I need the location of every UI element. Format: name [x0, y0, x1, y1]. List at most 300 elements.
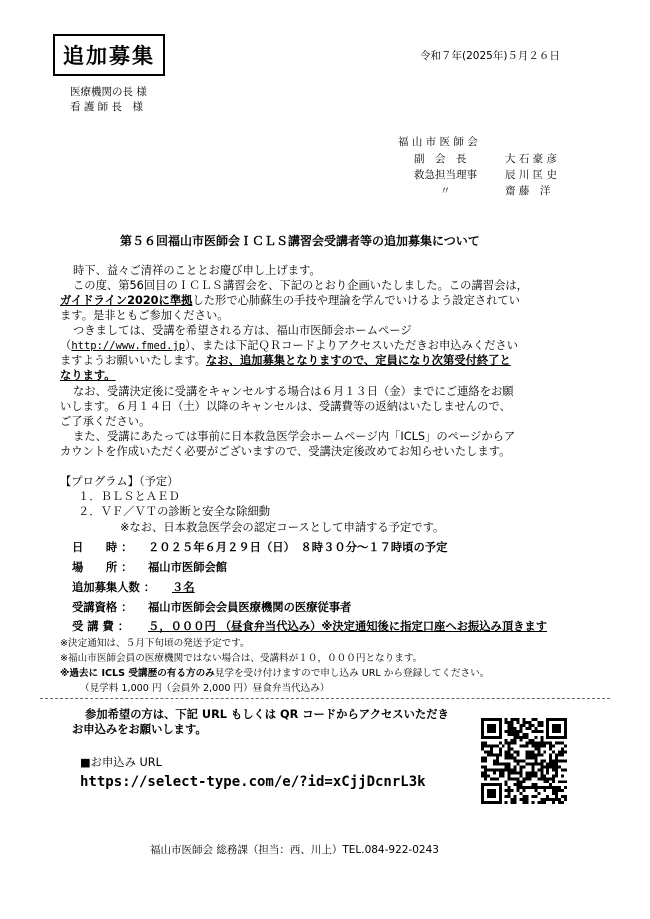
- qr-module: [531, 771, 534, 774]
- qr-module: [505, 718, 508, 721]
- qr-module: [543, 745, 546, 748]
- sender-3-name: 齋 藤 洋: [505, 185, 551, 197]
- qr-module: [514, 730, 517, 733]
- body-text: した形で心肺蘇生の手技や理論を学んでいけるよう設定されてい: [192, 294, 521, 307]
- qr-module: [537, 786, 540, 789]
- qr-module: [555, 754, 558, 757]
- qr-module: [484, 777, 487, 780]
- qr-module: [523, 760, 526, 763]
- qr-module: [511, 789, 514, 792]
- qr-module: [543, 789, 546, 792]
- qr-module: [508, 727, 511, 730]
- qr-module: [523, 780, 526, 783]
- qr-module: [534, 783, 537, 786]
- qr-module: [564, 798, 567, 801]
- qr-module: [517, 762, 520, 765]
- qr-module: [502, 771, 505, 774]
- qr-module: [481, 745, 484, 748]
- qr-module: [505, 754, 508, 757]
- qr-module: [561, 748, 564, 751]
- qr-module: [499, 754, 502, 757]
- qr-module: [523, 801, 526, 804]
- qr-module: [484, 742, 487, 745]
- sender-1-name: 大 石 豪 彦: [505, 153, 558, 165]
- qr-module: [514, 765, 517, 768]
- apply-instruction-1: 参加希望の方は、下記 URL もしくは QR コードからアクセスいただき: [85, 708, 449, 721]
- qr-module: [481, 774, 484, 777]
- qr-module: [531, 768, 534, 771]
- qr-module: [514, 733, 517, 736]
- qr-module: [540, 736, 543, 739]
- qr-module: [505, 730, 508, 733]
- qr-module: [511, 721, 514, 724]
- qr-module: [487, 768, 490, 771]
- qr-module: [555, 768, 558, 771]
- qr-module: [511, 754, 514, 757]
- qr-module: [561, 751, 564, 754]
- qr-module: [493, 771, 496, 774]
- qr-module: [552, 768, 555, 771]
- qr-module: [493, 768, 496, 771]
- qr-module: [534, 789, 537, 792]
- qr-module: [558, 786, 561, 789]
- qr-module: [528, 757, 531, 760]
- qr-module: [517, 780, 520, 783]
- qr-module: [552, 745, 555, 748]
- qr-module: [546, 742, 549, 745]
- qr-module: [543, 751, 546, 754]
- qr-module: [496, 745, 499, 748]
- qr-module: [484, 745, 487, 748]
- qr-module: [555, 742, 558, 745]
- note-3-emphasis: ※過去に ICLS 受講歴の有る方のみ: [60, 668, 215, 679]
- qr-module: [540, 754, 543, 757]
- qr-module: [487, 745, 490, 748]
- qr-module: [490, 748, 493, 751]
- qr-module: [540, 721, 543, 724]
- qr-module: [537, 792, 540, 795]
- qr-module: [508, 774, 511, 777]
- qr-module: [523, 795, 526, 798]
- qr-module: [540, 786, 543, 789]
- qr-module: [534, 745, 537, 748]
- qr-module: [493, 762, 496, 765]
- qr-module: [564, 751, 567, 754]
- qr-module: [514, 771, 517, 774]
- body-line: 時下、益々ご清祥のこととお慶び申し上げます。: [73, 264, 321, 277]
- qr-module: [511, 733, 514, 736]
- qr-module: [540, 801, 543, 804]
- qr-module: [546, 762, 549, 765]
- qr-module: [549, 754, 552, 757]
- qr-module: [540, 768, 543, 771]
- qr-module: [511, 777, 514, 780]
- qr-module: [543, 780, 546, 783]
- qr-module: [561, 795, 564, 798]
- qr-module: [531, 757, 534, 760]
- qr-module: [508, 733, 511, 736]
- qr-module: [531, 765, 534, 768]
- qr-module: [505, 801, 508, 804]
- qr-module: [546, 777, 549, 780]
- qr-module: [523, 777, 526, 780]
- qr-module: [564, 768, 567, 771]
- qr-module: [564, 760, 567, 763]
- qr-module: [555, 774, 558, 777]
- qr-module: [528, 721, 531, 724]
- qr-module: [552, 760, 555, 763]
- qr-module: [555, 792, 558, 795]
- qr-module: [537, 730, 540, 733]
- qr-module: [552, 801, 555, 804]
- qr-module: [517, 718, 520, 721]
- qr-module: [549, 783, 552, 786]
- qr-module: [528, 724, 531, 727]
- qr-module: [525, 745, 528, 748]
- qr-module: [487, 774, 490, 777]
- qr-module: [540, 742, 543, 745]
- qr-module: [508, 762, 511, 765]
- qr-module: [540, 730, 543, 733]
- qr-module: [502, 762, 505, 765]
- qr-module: [549, 786, 552, 789]
- qr-module: [531, 751, 534, 754]
- qr-module: [496, 777, 499, 780]
- qr-module: [549, 742, 552, 745]
- body-text: ）、または下記ＱＲコードよりアクセスいただきお申込みください: [185, 339, 519, 352]
- qr-module: [543, 760, 546, 763]
- qr-module: [549, 745, 552, 748]
- qr-module: [505, 721, 508, 724]
- qr-module: [523, 733, 526, 736]
- qr-module: [540, 765, 543, 768]
- qr-module: [558, 801, 561, 804]
- qr-module: [508, 748, 511, 751]
- qr-module: [531, 739, 534, 742]
- qr-module: [525, 795, 528, 798]
- fee-label: 受 講 費 ：: [72, 620, 129, 633]
- qr-module: [537, 724, 540, 727]
- qr-module: [523, 798, 526, 801]
- qr-module: [505, 739, 508, 742]
- qr-module: [508, 768, 511, 771]
- qr-module: [528, 762, 531, 765]
- qr-module: [555, 798, 558, 801]
- qr-module: [534, 757, 537, 760]
- qr-module: [511, 742, 514, 745]
- qr-module: [511, 730, 514, 733]
- qr-module: [484, 768, 487, 771]
- qr-module: [525, 798, 528, 801]
- qr-module: [493, 745, 496, 748]
- qr-module: [496, 762, 499, 765]
- qr-module: [561, 742, 564, 745]
- qr-module: [531, 718, 534, 721]
- qr-module: [531, 801, 534, 804]
- qr-module: [537, 754, 540, 757]
- qr-module: [523, 745, 526, 748]
- qr-module: [520, 760, 523, 763]
- qr-module: [555, 789, 558, 792]
- qr-module: [517, 730, 520, 733]
- additional-recruitment-badge: 追加募集: [53, 34, 165, 76]
- qr-module: [499, 771, 502, 774]
- qr-module: [487, 754, 490, 757]
- qr-module: [496, 754, 499, 757]
- qr-module: [525, 771, 528, 774]
- qr-code[interactable]: [481, 718, 567, 804]
- qr-module: [546, 765, 549, 768]
- qr-module: [517, 751, 520, 754]
- qr-module: [511, 748, 514, 751]
- qr-module: [537, 745, 540, 748]
- footer-contact: 福山市医師会 総務課（担当：西、川上）TEL.084-922-0243: [150, 844, 439, 856]
- qr-module: [499, 751, 502, 754]
- qr-module: [520, 783, 523, 786]
- qr-module: [517, 721, 520, 724]
- body-line: [60, 338, 518, 354]
- qr-module: [549, 760, 552, 763]
- qr-module: [505, 768, 508, 771]
- qr-module: [528, 786, 531, 789]
- qr-module: [496, 760, 499, 763]
- qr-module: [514, 783, 517, 786]
- qr-module: [537, 768, 540, 771]
- fee-value: ５，０００円 （昼食弁当代込み）※決定通知後に指定口座へお振込み頂きます: [148, 620, 548, 633]
- note-1: ※決定通知は、５月下旬頃の発送予定です。: [60, 638, 250, 649]
- qr-module: [517, 786, 520, 789]
- deadline-emphasis: なお、追加募集となりますので、定員になり次第受付終了と: [205, 354, 511, 367]
- qr-module: [520, 792, 523, 795]
- qr-module: [525, 757, 528, 760]
- qr-module: [484, 771, 487, 774]
- qr-module: [564, 795, 567, 798]
- date-label: 日 時 ：: [72, 541, 133, 554]
- qr-module: [528, 754, 531, 757]
- qr-module: [520, 730, 523, 733]
- qr-module: [505, 795, 508, 798]
- qr-module: [531, 774, 534, 777]
- qr-module: [564, 780, 567, 783]
- qr-module: [490, 751, 493, 754]
- qr-module: [534, 748, 537, 751]
- qr-module: [561, 789, 564, 792]
- qr-module: [514, 736, 517, 739]
- qr-module: [540, 774, 543, 777]
- document-title: 第５６回福山市医師会ＩＣＬＳ講習会受講者等の追加募集について: [120, 234, 480, 248]
- qr-module: [531, 795, 534, 798]
- qr-module: [543, 774, 546, 777]
- qr-module: [525, 786, 528, 789]
- qr-module: [558, 765, 561, 768]
- homepage-link[interactable]: http://www.fmed.jp: [71, 340, 186, 352]
- qr-module: [505, 757, 508, 760]
- qr-module: [490, 754, 493, 757]
- apply-instruction-2: お申込みをお願いします。: [72, 723, 207, 736]
- qr-module: [511, 757, 514, 760]
- application-url[interactable]: https://select-type.com/e/?id=xCjjDcnrL3k: [80, 774, 426, 790]
- qr-module: [523, 789, 526, 792]
- qr-module: [508, 730, 511, 733]
- qr-module: [561, 754, 564, 757]
- qr-module: [511, 724, 514, 727]
- qr-module: [555, 786, 558, 789]
- qr-module: [505, 780, 508, 783]
- qr-module: [514, 760, 517, 763]
- qr-module: [543, 777, 546, 780]
- qr-module: [552, 774, 555, 777]
- qr-module: [499, 768, 502, 771]
- qr-module: [484, 757, 487, 760]
- qr-module: [525, 742, 528, 745]
- qr-module: [546, 780, 549, 783]
- qr-module: [549, 748, 552, 751]
- issue-date: 令和７年(2025年)５月２６日: [420, 50, 560, 62]
- qr-module: [511, 801, 514, 804]
- qr-module: [523, 786, 526, 789]
- qr-module: [528, 771, 531, 774]
- body-line: この度、第56回目のＩＣＬＳ講習会を、下記のとおり企画いたしました。この講習会は，: [73, 279, 528, 292]
- qr-module: [525, 801, 528, 804]
- qr-module: [508, 777, 511, 780]
- body-line: なお、受講決定後に受講をキャンセルする場合は６月１３日（金）までにご連絡をお願: [73, 385, 514, 398]
- qr-module: [514, 777, 517, 780]
- qr-module: [552, 780, 555, 783]
- qr-module: [525, 774, 528, 777]
- qr-module: [552, 751, 555, 754]
- qr-module: [481, 760, 484, 763]
- qr-module: [520, 798, 523, 801]
- qr-module: [534, 795, 537, 798]
- qr-module: [484, 760, 487, 763]
- program-note: ※なお、日本救急医学会の認定コースとして申請する予定です。: [120, 521, 445, 534]
- qr-module: [555, 765, 558, 768]
- qr-module: [552, 777, 555, 780]
- qr-module: [534, 760, 537, 763]
- qr-module: [543, 742, 546, 745]
- qr-module: [520, 765, 523, 768]
- qr-module: [514, 798, 517, 801]
- qr-module: [552, 786, 555, 789]
- note-2: ※福山市医師会員の医療機関ではない場合は、受講料が１０，０００円となります。: [60, 653, 423, 664]
- qr-module: [528, 727, 531, 730]
- body-line: [60, 353, 511, 368]
- qr-module: [517, 771, 520, 774]
- qr-module: [520, 780, 523, 783]
- qr-module: [520, 745, 523, 748]
- qr-module: [508, 795, 511, 798]
- qr-module: [481, 748, 484, 751]
- qr-module: [493, 760, 496, 763]
- qr-module: [514, 801, 517, 804]
- qr-module: [549, 757, 552, 760]
- qr-module: [531, 762, 534, 765]
- body-text: （: [60, 339, 72, 352]
- qr-module: [540, 760, 543, 763]
- qr-module: [514, 757, 517, 760]
- qualification-label: 受講資格 ：: [72, 601, 133, 614]
- qr-module: [523, 718, 526, 721]
- qr-module: [505, 783, 508, 786]
- qr-module: [508, 721, 511, 724]
- qr-module: [549, 777, 552, 780]
- body-line: カウントを作成いただく必要がございますので、受講決定後改めてお知らせいたします。: [60, 445, 511, 458]
- qr-module: [511, 739, 514, 742]
- qr-module: [552, 789, 555, 792]
- qr-module: [511, 771, 514, 774]
- url-label: ■お申込み URL: [80, 756, 162, 769]
- qr-module: [528, 777, 531, 780]
- qr-module: [525, 721, 528, 724]
- qr-module: [534, 771, 537, 774]
- qr-module: [499, 742, 502, 745]
- count-value: ３名: [172, 581, 195, 594]
- qr-module: [514, 751, 517, 754]
- qr-module: [537, 777, 540, 780]
- qr-module: [520, 736, 523, 739]
- qr-module: [517, 789, 520, 792]
- qr-module: [540, 771, 543, 774]
- qr-module: [534, 786, 537, 789]
- qr-module: [558, 751, 561, 754]
- qr-module: [493, 754, 496, 757]
- qr-module: [528, 742, 531, 745]
- qr-module: [552, 792, 555, 795]
- guideline-emphasis: ガイドライン2020に準拠: [60, 294, 193, 307]
- qr-module: [520, 774, 523, 777]
- qr-module: [481, 765, 484, 768]
- qr-module: [502, 768, 505, 771]
- qr-module: [540, 745, 543, 748]
- qr-module: [505, 751, 508, 754]
- sender-2-role: 救急担当理事: [414, 169, 477, 181]
- qr-module: [555, 771, 558, 774]
- qr-module: [531, 745, 534, 748]
- qr-module: [546, 771, 549, 774]
- note-4: （見学料 1,000 円（会員外 2,000 円）昼食弁当代込み）: [80, 683, 330, 694]
- sender-1-role: 副 会 長: [414, 153, 467, 165]
- qr-module: [511, 768, 514, 771]
- qr-module: [517, 733, 520, 736]
- qr-module: [484, 751, 487, 754]
- qualification-value: 福山市医師会会員医療機関の医療従事者: [148, 601, 352, 614]
- qr-module: [511, 727, 514, 730]
- qr-module: [525, 733, 528, 736]
- qr-module: [540, 798, 543, 801]
- qr-module: [508, 757, 511, 760]
- place-value: 福山市医師会館: [148, 561, 228, 574]
- qr-module: [561, 801, 564, 804]
- qr-module: [558, 780, 561, 783]
- qr-module: [490, 777, 493, 780]
- qr-module: [514, 718, 517, 721]
- date-value: ２０２５年６月２９日（日） ８時３０分～１７時頃の予定: [148, 541, 448, 554]
- qr-module: [505, 789, 508, 792]
- sender-2-name: 辰 川 匡 史: [505, 169, 558, 181]
- qr-module: [546, 768, 549, 771]
- addressee-1: 医療機関の長 様: [70, 86, 147, 98]
- qr-module: [534, 718, 537, 721]
- qr-module: [540, 739, 543, 742]
- qr-module: [555, 795, 558, 798]
- qr-module: [508, 745, 511, 748]
- qr-module: [528, 739, 531, 742]
- qr-module: [558, 760, 561, 763]
- qr-module: [537, 801, 540, 804]
- qr-module: [546, 786, 549, 789]
- place-label: 場 所 ：: [72, 561, 133, 574]
- qr-module: [543, 765, 546, 768]
